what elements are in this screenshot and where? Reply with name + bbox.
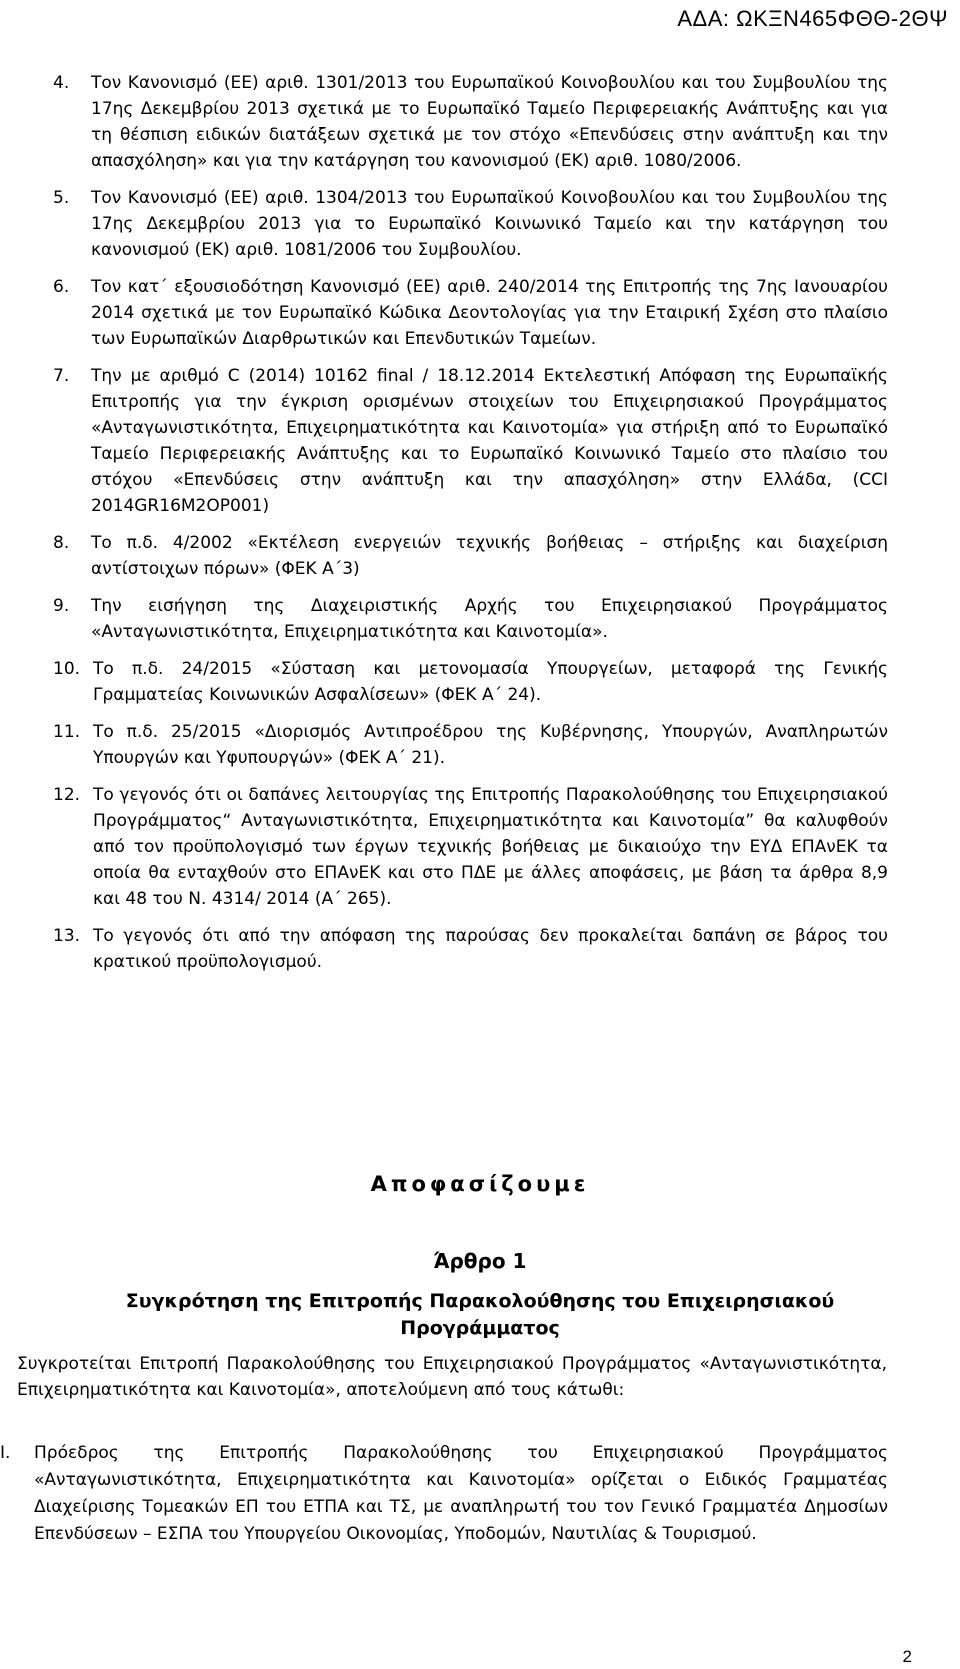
list-item [53, 274, 888, 352]
decision-heading: Αποφασίζουμε [370, 1172, 590, 1196]
item-number: 4. [53, 73, 70, 93]
item-number: 8. [53, 533, 70, 553]
item-number: 5. [53, 188, 70, 208]
list-item [53, 363, 888, 519]
list-item [53, 782, 888, 912]
item-text: Το π.δ. 4/2002 «Εκτέλεση ενεργειών τεχνικής βοήθειας – στήριξης και διαχείριση αντίστοιχων πόρων» (ΦΕΚ Α΄3) [91, 533, 888, 579]
item-text: Τον Κανονισμό (ΕΕ) αριθ. 1301/2013 του Ευρωπαϊκού Κοινοβουλίου και του Συμβουλίου της 17ης Δεκεμβρίου 2013 σχετικά με το Ευρωπαϊκό Ταμείο Περιφερειακής Ανάπτυξης και για τη θέσπιση ειδικών διατάξεων σχετικά με τον στόχο «Επενδύσεις στην ανάπτυξη και την απασχόληση» και για την κατάργηση του κανονισμού (ΕΚ) αριθ. 1080/2006. [91, 73, 888, 171]
item-number: 11. [53, 722, 81, 742]
list-item [53, 530, 888, 582]
item-number: 13. [53, 926, 81, 946]
item-text: Το γεγονός ότι από την απόφαση της παρούσας δεν προκαλείται δαπάνη σε βάρος του κρατικού προϋπολογισμού. [93, 926, 888, 972]
item-text: Το π.δ. 25/2015 «Διορισμός Αντιπροέδρου της Κυβέρνησης, Υπουργών, Αναπληρωτών Υπουργών και Υφυπουργών» (ΦΕΚ Α΄ 21). [93, 722, 888, 768]
list-item [53, 719, 888, 771]
list-item [53, 70, 888, 174]
list-item [53, 593, 888, 645]
item-text: Την εισήγηση της Διαχειριστικής Αρχής του Επιχειρησιακού Προγράμματος «Ανταγωνιστικότητα, Επιχειρηματικότητα και Καινοτομία». [91, 596, 888, 642]
member-text: Πρόεδρος της Επιτροπής Παρακολούθησης του Επιχειρησιακού Προγράμματος «Ανταγωνιστικότητα, Επιχειρηματικότητα και Καινοτομία» ορίζεται ο Ειδικός Γραμματέας Διαχείρισης Τομεακών ΕΠ του ΕΤΠΑ και ΤΣ, με αναπληρωτή του τον Γενικό Γραμματέα Δημοσίων Επενδύσεων – ΕΣΠΑ του Υπουργείου Οικονομίας, Υποδομών, Ναυτιλίας & Τουρισμού. [34, 1443, 888, 1544]
article-title: Συγκρότηση της Επιτροπής Παρακολούθησης του Επιχειρησιακού Προγράμματος [125, 1290, 835, 1339]
item-text: Το π.δ. 24/2015 «Σύσταση και μετονομασία Υπουργείων, μεταφορά της Γενικής Γραμματείας Κοινωνικών Ασφαλίσεων» (ΦΕΚ Α΄ 24). [93, 659, 888, 705]
considerations-list [53, 70, 888, 986]
item-text: Την με αριθμό C (2014) 10162 final / 18.12.2014 Εκτελεστική Απόφαση της Ευρωπαϊκής Επιτροπής για την έγκριση ορισμένων στοιχείων του Επιχειρησιακού Προγράμματος «Ανταγωνιστικότητα, Επιχειρηματικότητα και Καινοτομία» για στήριξη από το Ευρωπαϊκό Ταμείο Περιφερειακής Ανάπτυξης και το Ευρωπαϊκό Κοινωνικό Ταμείο στο πλαίσιο του στόχου «Επενδύσεις στην ανάπτυξη και την απασχόληση» στην Ελλάδα, (CCI 2014GR16M2OP001) [91, 366, 888, 516]
page-number: 2 [902, 1647, 912, 1666]
member-number: I. [0, 1443, 11, 1463]
item-text: Τον κατ΄ εξουσιοδότηση Κανονισμό (ΕΕ) αριθ. 240/2014 της Επιτροπής της 7ης Ιανουαρίου 2014 σχετικά με τον Ευρωπαϊκό Κώδικα Δεοντολογίας για την Εταιρική Σχέση στο πλαίσιο των Ευρωπαϊκών Διαρθρωτικών και Επενδυτικών Ταμείων. [91, 277, 888, 349]
item-number: 6. [53, 277, 70, 297]
article-heading: Άρθρο 1 [433, 1249, 527, 1273]
item-text: Το γεγονός ότι οι δαπάνες λειτουργίας της Επιτροπής Παρακολούθησης του Επιχειρησιακού Προγράμματος“ Ανταγωνιστικότητα, Επιχειρηματικότητα και Καινοτομία” θα καλυφθούν από τον προϋπολογισμό των έργων τεχνικής βοήθειας με δικαιούχο την ΕΥΔ ΕΠΑνΕΚ τα οποία θα ενταχθούν στο ΕΠΑνΕΚ και στο ΠΔΕ με άλλες αποφάσεις, με βάση τα άρθρα 8,9 και 48 του Ν. 4314/ 2014 (Α΄ 265). [93, 785, 888, 909]
list-item [53, 923, 888, 975]
list-item [53, 656, 888, 708]
item-number: 9. [53, 596, 70, 616]
article-intro: Συγκροτείται Επιτροπή Παρακολούθησης του Επιχειρησιακού Προγράμματος «Ανταγωνιστικότητα, Επιχειρηματικότητα και Καινοτομία», αποτελούμενη από τους κάτωθι: [17, 1354, 887, 1400]
item-number: 7. [53, 366, 70, 386]
item-number: 12. [53, 785, 81, 805]
list-item [53, 185, 888, 263]
member-item [0, 1440, 888, 1548]
item-text: Τον Κανονισμό (ΕΕ) αριθ. 1304/2013 του Ευρωπαϊκού Κοινοβουλίου και του Συμβουλίου της 17ης Δεκεμβρίου 2013 για το Ευρωπαϊκό Κοινωνικό Ταμείο και την κατάργηση του κανονισμού (ΕΚ) αριθ. 1081/2006 του Συμβουλίου. [91, 188, 888, 260]
ada-identifier: ΑΔΑ: ΩΚΞΝ465ΦΘΘ-2ΘΨ [677, 6, 948, 31]
item-number: 10. [53, 659, 81, 679]
